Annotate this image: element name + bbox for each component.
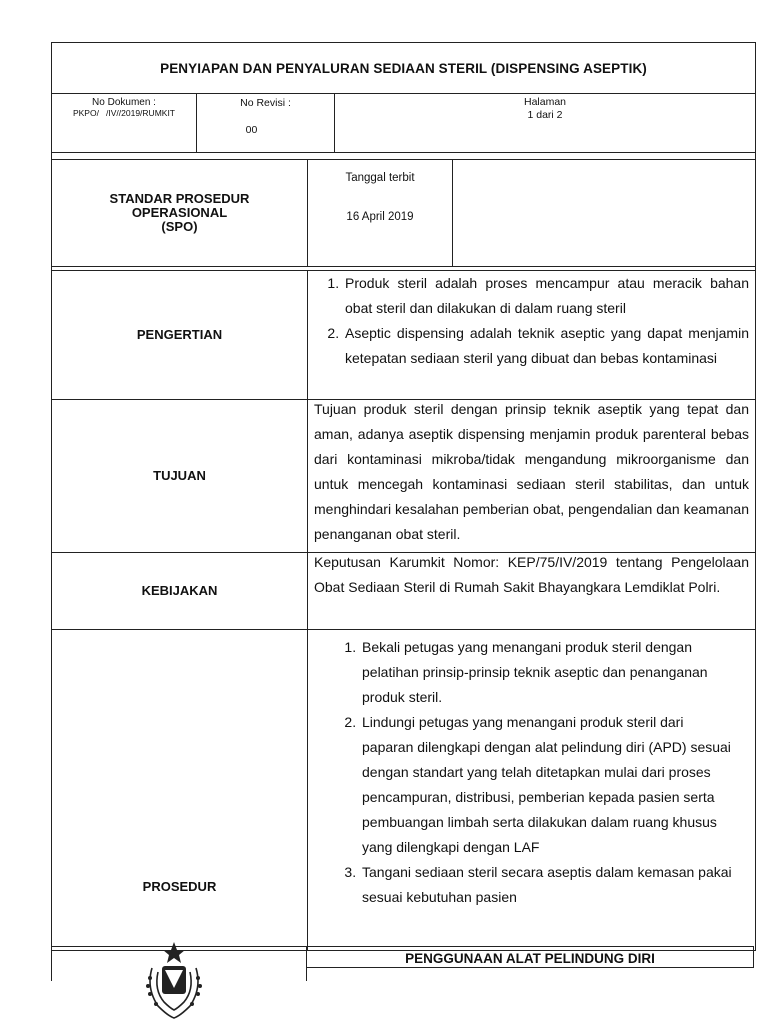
pengertian-list (314, 271, 749, 371)
list-item: 3. Tangani sediaan steril secara aseptis dalam kemasan pakai sesuai kebutuhan pasien (360, 860, 737, 910)
list-item: 1. Bekali petugas yang menangani produk steril dengan pelatihan prinsip-prinsip teknik aseptic dan penanganan produk steril. (360, 635, 737, 710)
halaman-cell (335, 94, 755, 152)
spo-row (52, 159, 755, 267)
document-table (51, 42, 756, 951)
kebijakan-label: KEBIJAKAN (52, 553, 308, 629)
spo-line-2: OPERASIONAL (131, 205, 228, 220)
list-item: 1. Produk steril adalah proses mencampur atau meracik bahan obat steril dan dilakukan di dalam ruang steril (343, 271, 749, 321)
spo-line-3: (SPO) (161, 219, 198, 234)
no-revisi-label: No Revisi : (240, 97, 291, 109)
spo-line-1: STANDAR PROSEDUR (109, 191, 250, 206)
prosedur-label: PROSEDUR (52, 630, 308, 950)
no-revisi-cell (197, 94, 335, 152)
meta-row (52, 94, 755, 153)
prosedur-list (314, 635, 737, 910)
halaman-value: 1 dari 2 (527, 109, 563, 121)
police-emblem-icon (138, 938, 210, 1024)
tujuan-text: Tujuan produk steril dengan prinsip teknik aseptik yang tepat dan aman, adanya aseptik dispensing menjamin produk parenteral bebas dari kontaminasi mikroba/tidak mengandung mikroorganisme dan untuk mencegah kontaminasi sediaan steril stabilitas, dan untuk menghindari kesalahan pemberian obat, pengendalian dan keamanan penanganan obat steril. (314, 401, 749, 542)
kebijakan-row (52, 553, 755, 630)
no-revisi-value: 00 (245, 124, 258, 136)
pengertian-content (308, 271, 755, 399)
tujuan-label: TUJUAN (52, 400, 308, 552)
next-page-title: PENGGUNAAN ALAT PELINDUNG DIRI (307, 946, 754, 968)
prosedur-content (308, 630, 755, 950)
title-row (52, 43, 755, 94)
tanggal-terbit-label: Tanggal terbit (345, 172, 415, 184)
pengertian-row (52, 270, 755, 400)
tujuan-row (52, 400, 755, 553)
kebijakan-text: Keputusan Karumkit Nomor: KEP/75/IV/2019 tentang Pengelolaan Obat Sediaan Steril di Rumah Sakit Bhayangkara Lemdiklat Polri. (314, 554, 749, 595)
signature-cell (453, 160, 755, 266)
spo-label (52, 160, 308, 266)
document-title: PENYIAPAN DAN PENYALURAN SEDIAAN STERIL (DISPENSING ASEPTIK) (160, 60, 647, 76)
no-dokumen-cell (52, 94, 197, 152)
prosedur-row (52, 630, 755, 951)
no-dokumen-value: PKPO/ /IV//2019/RUMKIT (72, 108, 176, 118)
list-item: 2. Lindungi petugas yang menangani produk steril dari paparan dilengkapi dengan alat pelindung diri (APD) sesuai dengan standart yang telah ditetapkan mulai dari proses pencampuran, distribusi, pemberian kepada pasien serta pembuangan limbah serta dilakukan dalam ruang khusus yang dilengkapi dengan LAF (360, 710, 737, 860)
list-item: 2. Aseptic dispensing adalah teknik aseptic yang dapat menjamin ketepatan sediaan steril yang dibuat dan bebas kontaminasi (343, 321, 749, 371)
halaman-label: Halaman (523, 96, 567, 108)
pengertian-label: PENGERTIAN (52, 271, 308, 399)
no-dokumen-label: No Dokumen : (92, 97, 156, 108)
tanggal-terbit-value: 16 April 2019 (346, 211, 414, 223)
tanggal-terbit-cell (308, 160, 453, 266)
